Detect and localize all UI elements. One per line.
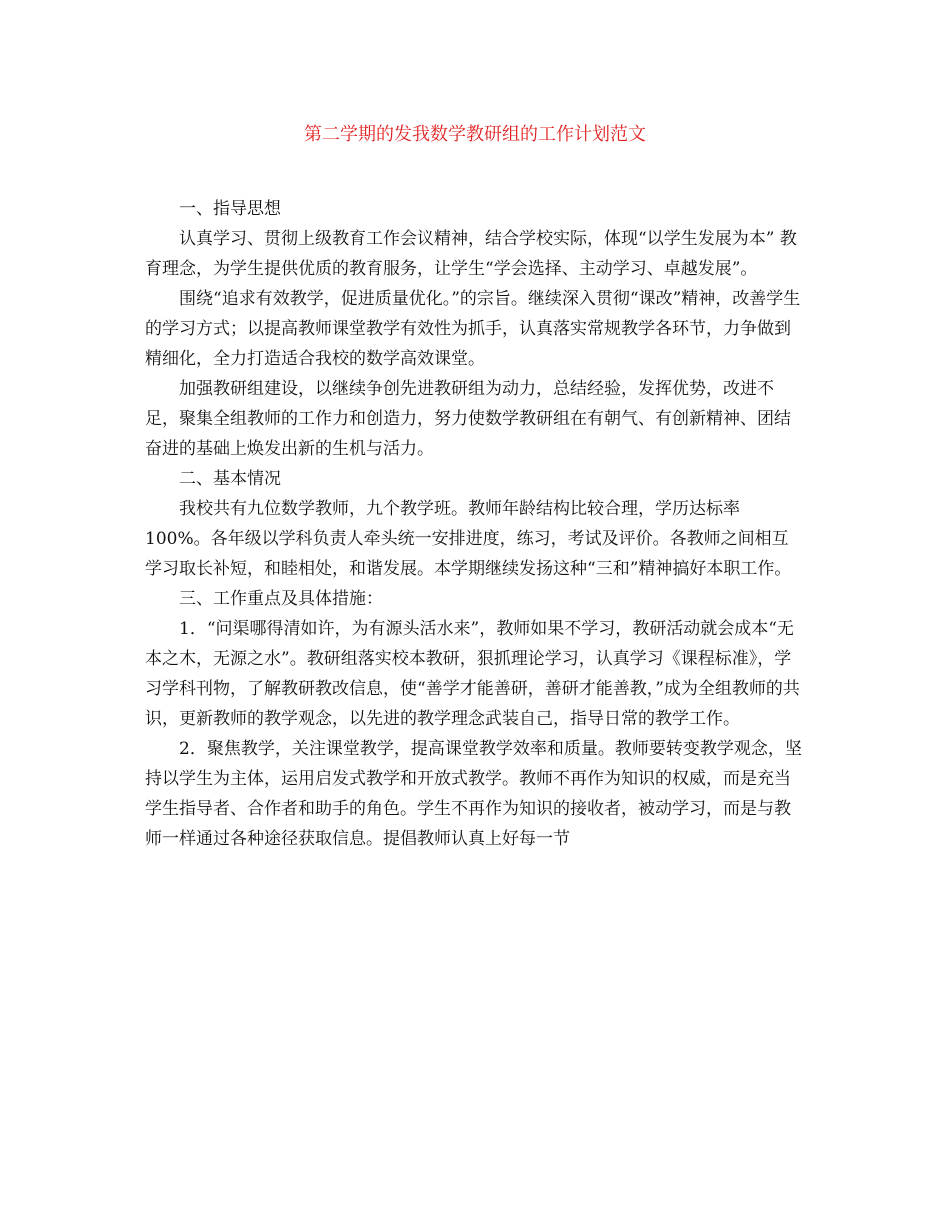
paragraph: 认真学习、贯彻上级教育工作会议精神，结合学校实际，体现“以学生发展为本” 教育理念，为学生提供优质的教育服务，让学生“学会选择、主动学习、卓越发展”。 <box>145 229 797 279</box>
document-title: 第二学期的发我数学教研组的工作计划范文 <box>304 124 646 145</box>
section-heading-basic-situation: 二、基本情况 <box>179 469 281 489</box>
section-heading-work-focus: 三、工作重点及具体措施： <box>179 589 383 609</box>
paragraph: 围绕“追求有效教学，促进质量优化。”的宗旨。继续深入贯彻“课改”精神，改善学生的学习方式；以提高教师课堂教学有效性为抓手，认真落实常规教学各环节，力争做到精细化，全力打造适合我校的数学高效课堂。 <box>145 289 801 369</box>
document-body <box>145 194 805 854</box>
section-heading-guiding-ideology: 一、指导思想 <box>179 199 281 219</box>
paragraph: 1．“问渠哪得清如许，为有源头活水来”，教师如果不学习，教研活动就会成本“无本之木，无源之水”。教研组落实校本教研，狠抓理论学习，认真学习《课程标准》，学习学科刊物，了解教研教改信息，使“善学才能善研，善研才能善教，”成为全组教师的共识，更新教师的教学观念，以先进的教学理念武装自己，指导日常的教学工作。 <box>145 619 800 729</box>
paragraph: 我校共有九位数学教师，九个教学班。教师年龄结构比较合理，学历达标率100%。各年级以学科负责人牵头统一安排进度，练习，考试及评价。各教师之间相互学习取长补短，和睦相处，和谐发展。本学期继续发扬这种“三和”精神搞好本职工作。 <box>145 499 792 579</box>
paragraph: 加强教研组建设，以继续争创先进教研组为动力，总结经验，发挥优势，改进不足，聚集全组教师的工作力和创造力，努力使数学教研组在有朝气、有创新精神、团结奋进的基础上焕发出新的生机与活力。 <box>145 379 791 459</box>
paragraph: 2．聚焦教学，关注课堂教学，提高课堂教学效率和质量。教师要转变教学观念，坚持以学生为主体，运用启发式教学和开放式教学。教师不再作为知识的权威，而是充当学生指导者、合作者和助手的角色。学生不再作为知识的接收者，被动学习，而是与教师一样通过各种途径获取信息。提倡教师认真上好每一节 <box>145 739 802 849</box>
